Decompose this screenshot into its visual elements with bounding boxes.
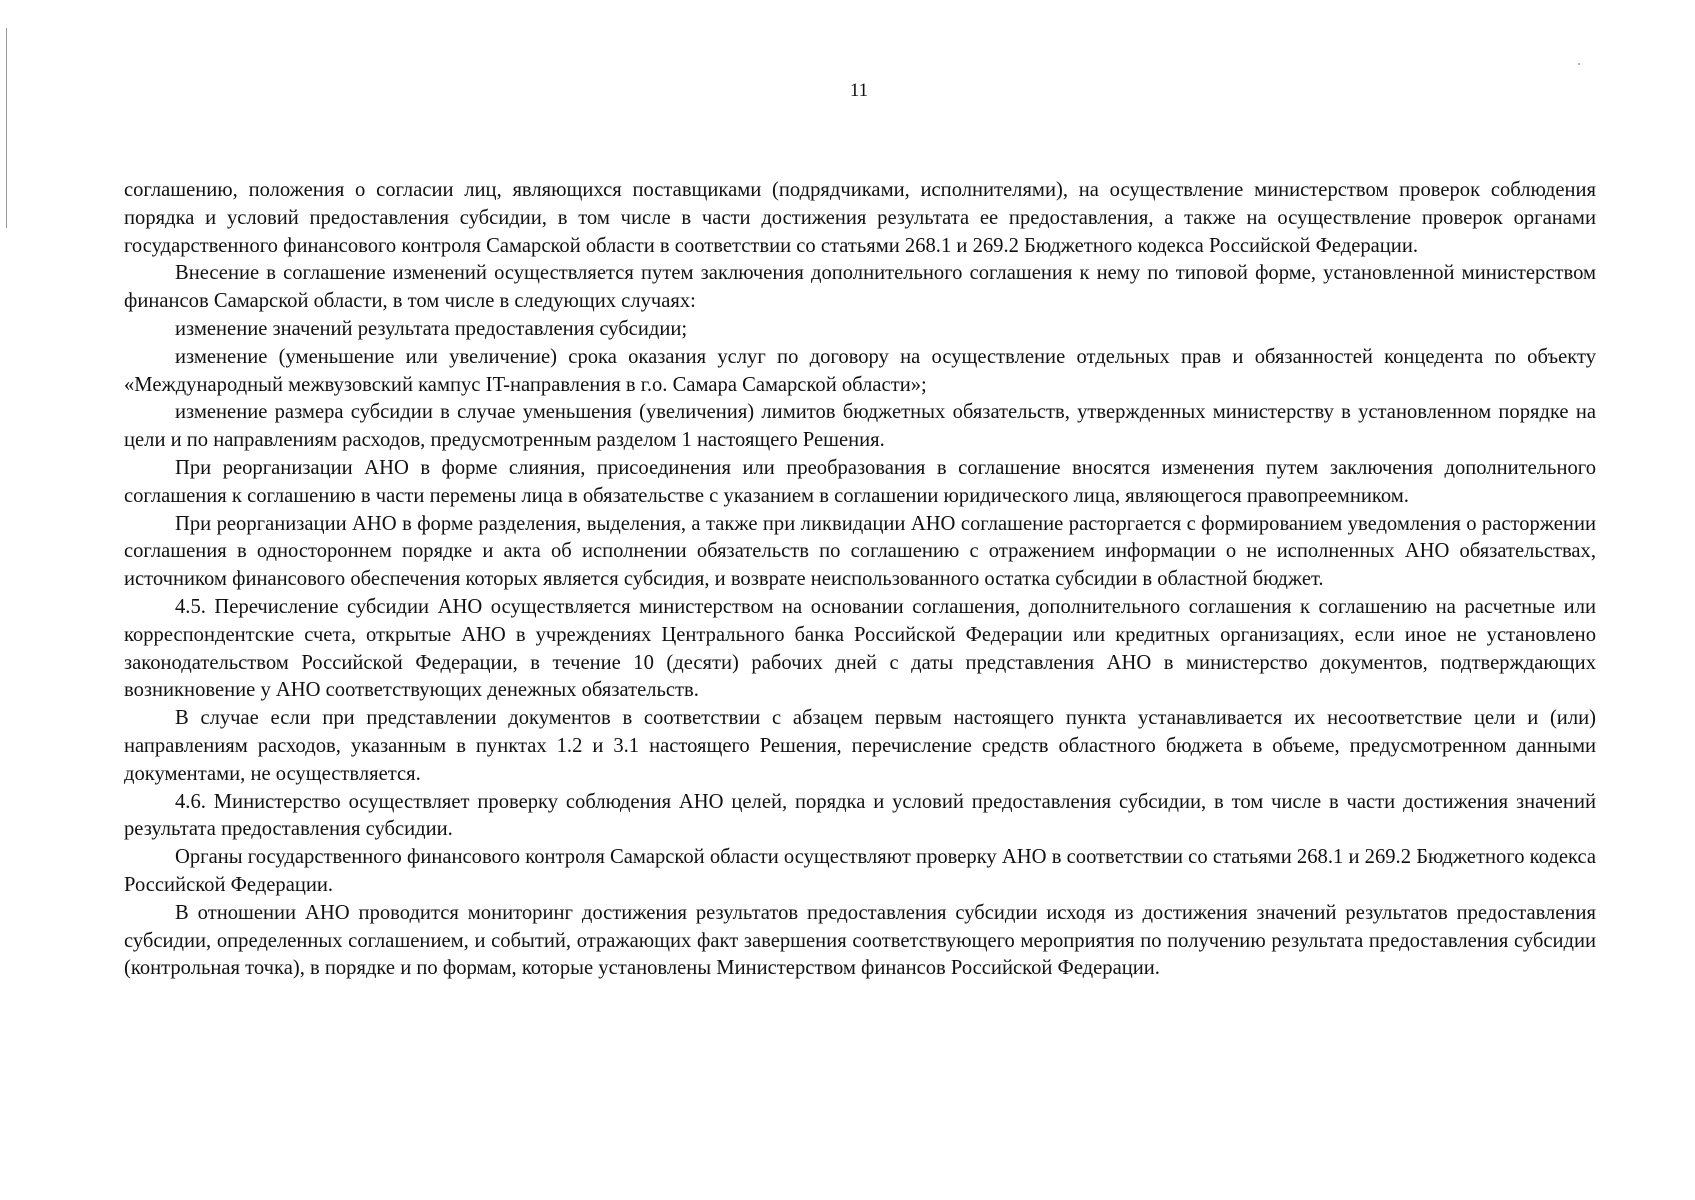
paragraph-reorganization-merger: При реорганизации АНО в форме слияния, присоединения или преобразования в соглашение вносятся изменения путем заключения дополнительного соглашения к соглашению в части перемены лица в обязательстве с указанием в соглашении юридического лица, являющегося правопреемником. (124, 456, 1596, 507)
paragraph-4-6: 4.6. Министерство осуществляет проверку соблюдения АНО целей, порядка и условий предоставления субсидии, в том числе в части достижения значений результата предоставления субсидии. (124, 790, 1596, 841)
paragraph-monitoring: В отношении АНО проводится мониторинг достижения результатов предоставления субсидии исходя из достижения значений результатов предоставления субсидии, определенных соглашением, и событий, отражающих факт завершения соответствующего мероприятия по получению результата предоставления субсидии (контрольная точка), в порядке и по формам, которые установлены Министерством финансов Российской Федерации. (124, 901, 1596, 980)
paragraph-agreement-changes: Внесение в соглашение изменений осуществляется путем заключения дополнительного соглашения к нему по типовой форме, установленной министерством финансов Самарской области, в том числе в следующих случаях: (124, 262, 1596, 313)
document-body (124, 177, 1596, 983)
page-number: 11 (849, 80, 869, 101)
paragraph-4-5: 4.5. Перечисление субсидии АНО осуществляется министерством на основании соглашения, дополнительного соглашения к соглашению на расчетные или корреспондентские счета, открытые АНО в учреждениях Центрального банка Российской Федерации или кредитных организациях, если иное не установлено законодательством Российской Федерации, в течение 10 (десяти) рабочих дней с даты представления АНО в министерство документов, подтверждающих возникновение у АНО соответствующих денежных обязательств. (124, 595, 1596, 702)
paragraph-case-subsidy-size: изменение размера субсидии в случае уменьшения (увеличения) лимитов бюджетных обязательств, утвержденных министерству в установленном порядке на цели и по направлениям расходов, предусмотренным разделом 1 настоящего Решения. (124, 401, 1596, 452)
paragraph-continuation: соглашению, положения о согласии лиц, являющихся поставщиками (подрядчиками, исполнителями), на осуществление министерством проверок соблюдения порядка и условий предоставления субсидии, в том числе в части достижения результата ее предоставления, а также на осуществление проверок органами государственного финансового контроля Самарской области в соответствии со статьями 268.1 и 269.2 Бюджетного кодекса Российской Федерации. (124, 179, 1596, 257)
scan-edge-line (6, 28, 7, 228)
paragraph-case-service-term: изменение (уменьшение или увеличение) срока оказания услуг по договору на осуществление отдельных прав и обязанностей концедента по объекту «Международный межвузовский кампус IT-направления в г.о. Самара Самарской области»; (124, 345, 1596, 396)
paragraph-reorganization-division: При реорганизации АНО в форме разделения, выделения, а также при ликвидации АНО соглашение расторгается с формированием уведомления о расторжении соглашения в одностороннем порядке и акта об исполнении обязательств по соглашению с отражением информации о не исполненных АНО обязательствах, источником финансового обеспечения которых является субсидия, и возврате неиспользованного остатка субсидии в областной бюджет. (124, 512, 1596, 591)
paragraph-case-result-values: изменение значений результата предоставления субсидии; (175, 317, 688, 340)
paragraph-documents-mismatch: В случае если при представлении документов в соответствии с абзацем первым настоящего пункта устанавливается их несоответствие цели и (или) направлениям расходов, указанным в пунктах 1.2 и 3.1 настоящего Решения, перечисление средств областного бюджета в объеме, предусмотренном данными документами, не осуществляется. (124, 707, 1596, 785)
scan-speck (1578, 63, 1580, 65)
paragraph-financial-control: Органы государственного финансового контроля Самарской области осуществляют проверку АНО в соответствии со статьями 268.1 и 269.2 Бюджетного кодекса Российской Федерации. (124, 846, 1596, 896)
